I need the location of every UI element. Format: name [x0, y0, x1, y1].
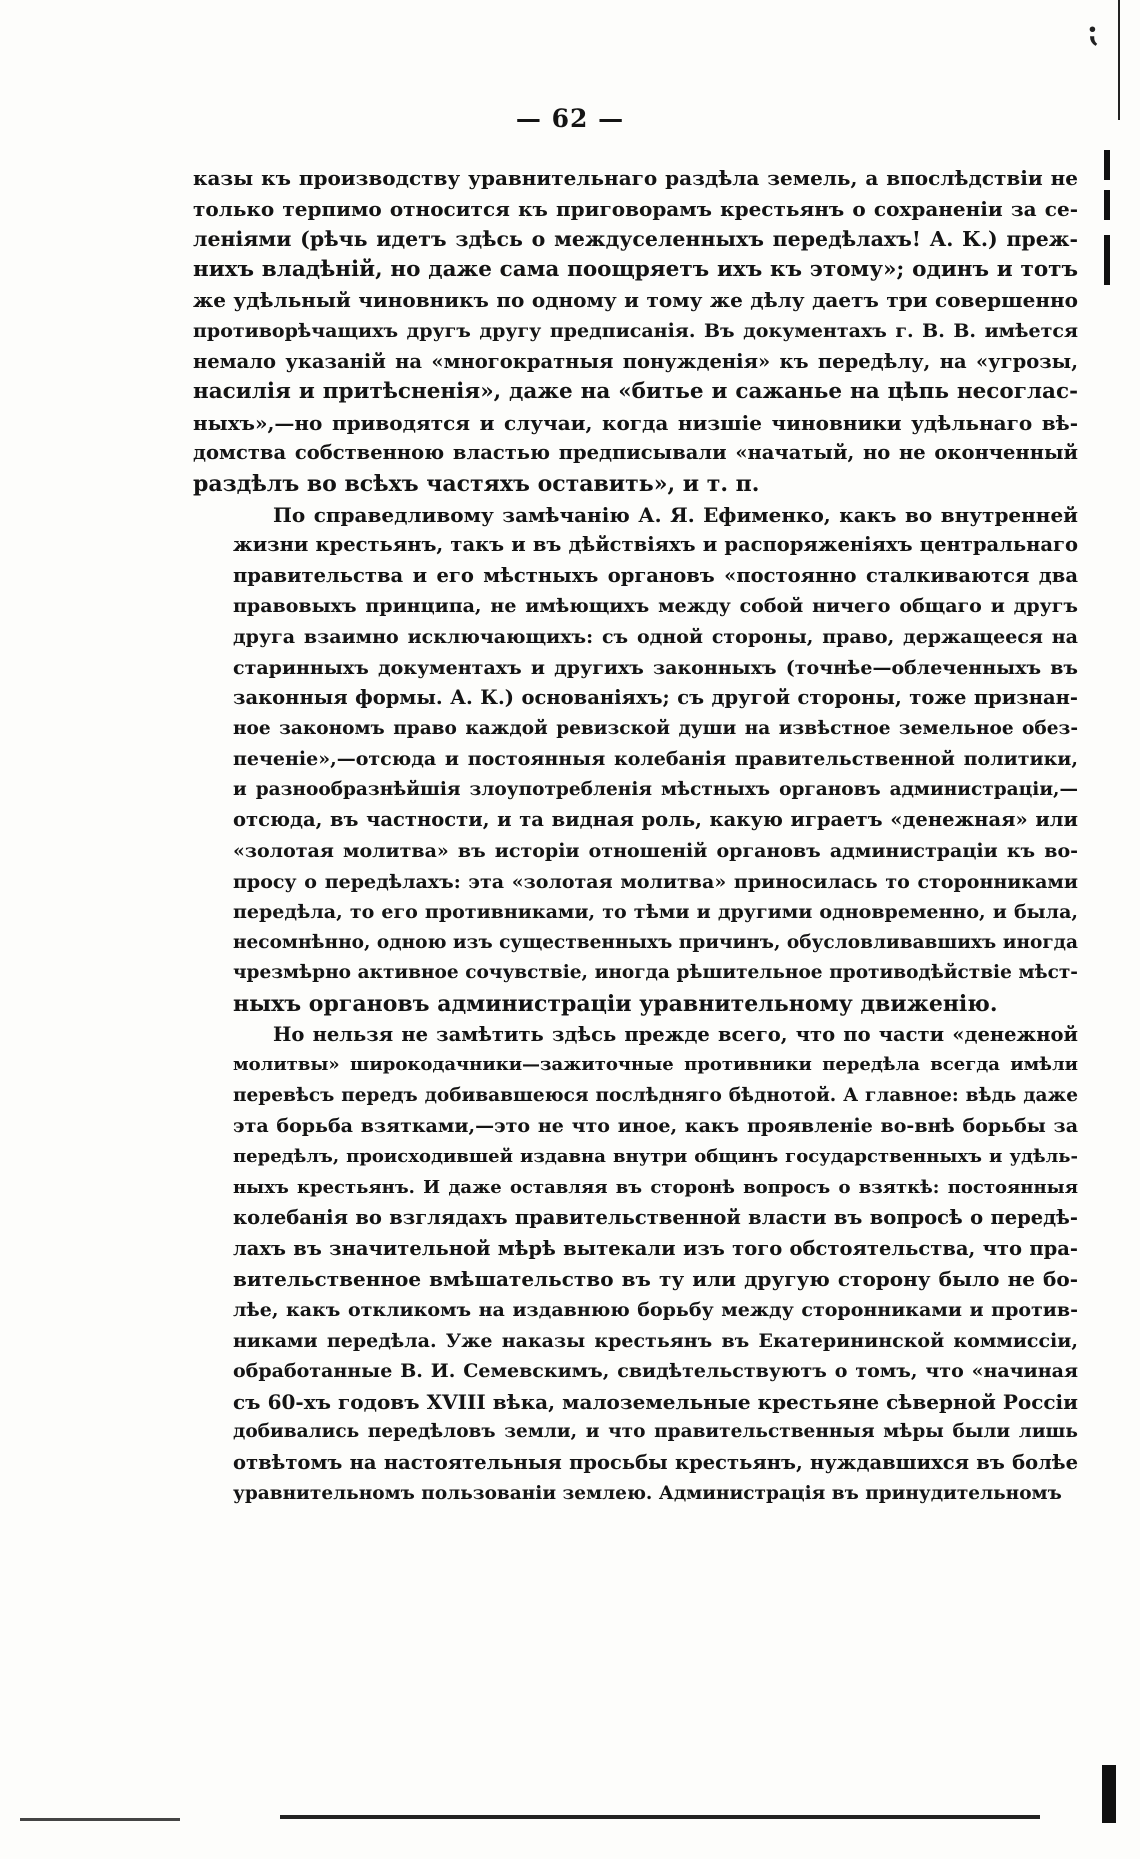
text-line: перевѣсъ передъ добивавшеюся послѣдняго бѣднотой. А главное: вѣдь даже [233, 1084, 1078, 1106]
text-line: ныхъ»,—но приводятся и случаи, когда низшіе чиновники удѣльнаго вѣ- [193, 410, 1078, 435]
text-line: ныхъ органовъ администраціи уравнительному движенію. [233, 991, 998, 1018]
scan-artifact-edge-line [1118, 0, 1120, 120]
text-line: законныя формы. А. К.) основаніяхъ; съ другой стороны, тоже признан- [233, 686, 1078, 710]
text-line: добивались передѣловъ земли, и что правительственныя мѣры были лишь [233, 1421, 1078, 1443]
text-line: эта борьба взятками,—это не что иное, какъ проявленіе во-внѣ борьбы за [233, 1115, 1078, 1138]
text-line: лѣе, какъ откликомъ на издавнюю борьбу между сторонниками и против- [233, 1298, 1078, 1321]
text-line: казы къ производству уравнительнаго раздѣла земель, а впослѣдствіи не [193, 166, 1078, 190]
text-line: правовыхъ принципа, не имѣющихъ между собой ничего общаго и другъ [233, 595, 1078, 618]
text-line: же удѣльный чиновникъ по одному и тому же дѣлу даетъ три совершенно [193, 288, 1078, 313]
text-line: жизни крестьянъ, такъ и въ дѣйствіяхъ и распоряженіяхъ центральнаго [233, 533, 1078, 557]
text-line: и разнообразнѣйшія злоупотребленія мѣстныхъ органовъ администраціи,— [233, 778, 1078, 800]
text-line: вительственное вмѣшательство въ ту или другую сторону было не бо- [233, 1267, 1078, 1292]
text-line: друга взаимно исключающихъ: съ одной стороны, право, держащееся на [233, 625, 1078, 648]
text-line: немало указаній на «многократныя понужденія» къ передѣлу, на «угрозы, [193, 349, 1078, 373]
text-line: передѣлъ, происходившей издавна внутри общинъ государственныхъ и удѣль- [233, 1146, 1078, 1167]
text-line: никами передѣла. Уже наказы крестьянъ въ Екатерининской коммиссіи, [233, 1329, 1078, 1352]
scan-artifact-bottom-line [20, 1818, 180, 1821]
text-line: ныхъ крестьянъ. И даже оставляя въ сторонѣ вопросъ о взяткѣ: постоянныя [233, 1176, 1078, 1198]
text-line: съ 60-хъ годовъ XVIII вѣка, малоземельные крестьяне сѣверной Россіи [233, 1389, 1078, 1414]
paragraph [193, 1020, 1078, 1510]
text-line: отвѣтомъ на настоятельныя просьбы крестьянъ, нуждавшихся въ болѣе [233, 1450, 1078, 1474]
text-line: просу о передѣлахъ: эта «золотая молитва» приносилась то сторонниками [233, 870, 1078, 893]
text-line: уравнительномъ пользованіи землею. Администрація въ принудительномъ [233, 1482, 1062, 1504]
text-line: печеніе»,—отсюда и постоянныя колебанія правительственной политики, [233, 748, 1078, 771]
text-line: Но нельзя не замѣтить здѣсь прежде всего, что по части «денежной [273, 1022, 1078, 1046]
text-line: несомнѣнно, одною изъ существенныхъ причинъ, обусловливавшихъ иногда [233, 931, 1078, 953]
text-line: молитвы» широкодачники—зажиточные противники передѣла всегда имѣли [233, 1054, 1078, 1076]
text-line: правительства и его мѣстныхъ органовъ «постоянно сталкиваются два [233, 563, 1078, 587]
text-line: отсюда, въ частности, и та видная роль, какую играетъ «денежная» или [233, 808, 1078, 832]
scan-artifact-margin-bar [1104, 190, 1110, 220]
text-line: обработанные В. И. Семевскимъ, свидѣтельствуютъ о томъ, что «начиная [233, 1360, 1078, 1383]
body-text [193, 163, 1078, 1509]
text-line: По справедливому замѣчанію А. Я. Ефименко, какъ во внутренней [273, 502, 1078, 527]
text-line: старинныхъ документахъ и другихъ законныхъ (точнѣе—облеченныхъ въ [233, 656, 1078, 679]
text-line: чрезмѣрно активное сочувствіе, иногда рѣшительное противодѣйствіе мѣст- [233, 962, 1078, 984]
text-line: противорѣчащихъ другъ другу предписанія. Въ документахъ г. В. В. имѣется [193, 319, 1078, 342]
text-line: леніями (рѣчь идетъ здѣсь о междуселенныхъ передѣлахъ! А. К.) преж- [193, 227, 1078, 252]
page-number: — 62 — [515, 104, 625, 133]
text-line: раздѣлъ во всѣхъ частяхъ оставить», и т. п. [193, 470, 760, 497]
text-line: передѣла, то его противниками, то тѣми и другими одновременно, и была, [233, 901, 1078, 924]
text-line: домства собственною властью предписывали «начатый, но не оконченный [193, 441, 1078, 465]
text-line: нихъ владѣній, но даже сама поощряетъ ихъ къ этому»; одинъ и тотъ [193, 256, 1078, 282]
scan-artifact-corner-mark: ⁏ [1088, 14, 1100, 49]
text-line: «золотая молитва» въ исторіи отношеній органовъ администраціи къ во- [233, 840, 1078, 863]
text-line: только терпимо относится къ приговорамъ крестьянъ о сохраненіи за се- [193, 196, 1078, 221]
scan-artifact-corner-block [1102, 1765, 1116, 1823]
scan-artifact-bottom-line [280, 1815, 1040, 1819]
text-line: насилія и притѣсненія», даже на «битье и сажанье на цѣпь несоглас- [193, 379, 1078, 405]
paragraph [193, 163, 1078, 500]
text-line: лахъ въ значительной мѣрѣ вытекали изъ того обстоятельства, что пра- [233, 1236, 1078, 1260]
scan-artifact-margin-bar [1104, 235, 1110, 285]
text-line: ное закономъ право каждой ревизской души на извѣстное земельное обез- [233, 717, 1078, 739]
text-line: колебанія во взглядахъ правительственной власти въ вопросѣ о передѣ- [233, 1206, 1078, 1230]
paragraph [193, 500, 1078, 1020]
scan-artifact-margin-bar [1104, 150, 1110, 180]
